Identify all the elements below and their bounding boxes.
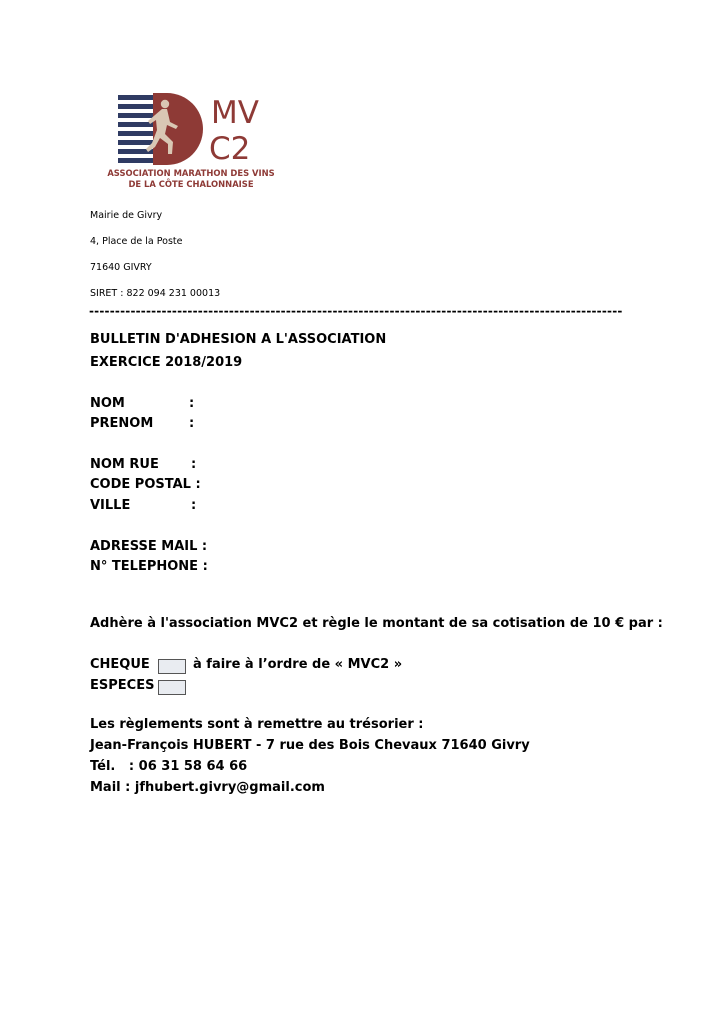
colon-nom: : <box>189 396 195 411</box>
colon-ville: : <box>191 498 197 513</box>
address-line-1: Mairie de Givry <box>90 210 163 221</box>
label-nom: NOM <box>90 396 125 411</box>
label-ville: VILLE <box>90 498 131 513</box>
address-line-2: 4, Place de la Poste <box>90 236 183 247</box>
label-cheque: CHEQUE <box>90 657 150 672</box>
label-code-postal: CODE POSTAL : <box>90 477 201 492</box>
separator-line: ------------------------------------------------------------------------------------------------------- <box>89 304 623 318</box>
label-nom-rue: NOM RUE <box>90 457 159 472</box>
colon-nom-rue: : <box>191 457 197 472</box>
form-subtitle: EXERCICE 2018/2019 <box>90 355 243 370</box>
label-prenom: PRENOM <box>90 416 154 431</box>
cheque-payee-note: à faire à l’ordre de « MVC2 » <box>193 657 403 672</box>
treasurer-phone: Tél. : 06 31 58 64 66 <box>90 759 248 774</box>
logo-mv-text: MV <box>211 95 259 131</box>
treasurer-intro: Les règlements sont à remettre au trésorier : <box>90 717 424 732</box>
form-title: BULLETIN D'ADHESION A L'ASSOCIATION <box>90 332 387 347</box>
treasurer-name-address: Jean-François HUBERT - 7 rue des Bois Chevaux 71640 Givry <box>90 738 530 753</box>
membership-statement: Adhère à l'association MVC2 et règle le montant de sa cotisation de 10 € par : <box>90 616 663 631</box>
logo-c2-text: C2 <box>209 131 251 167</box>
especes-checkbox[interactable] <box>158 680 186 695</box>
treasurer-email: Mail : jfhubert.givry@gmail.com <box>90 780 325 795</box>
label-especes: ESPECES <box>90 678 155 693</box>
label-adresse-mail: ADRESSE MAIL : <box>90 539 208 554</box>
siret-line: SIRET : 822 094 231 00013 <box>90 288 221 299</box>
logo-tagline-line1: ASSOCIATION MARATHON DES VINS <box>107 168 275 178</box>
cheque-checkbox[interactable] <box>158 659 186 674</box>
logo-tagline <box>96 168 286 190</box>
colon-prenom: : <box>189 416 195 431</box>
address-line-3: 71640 GIVRY <box>90 262 152 273</box>
logo-tagline-line2: DE LA CÔTE CHALONNAISE <box>128 179 254 189</box>
label-telephone: N° TELEPHONE : <box>90 559 208 574</box>
